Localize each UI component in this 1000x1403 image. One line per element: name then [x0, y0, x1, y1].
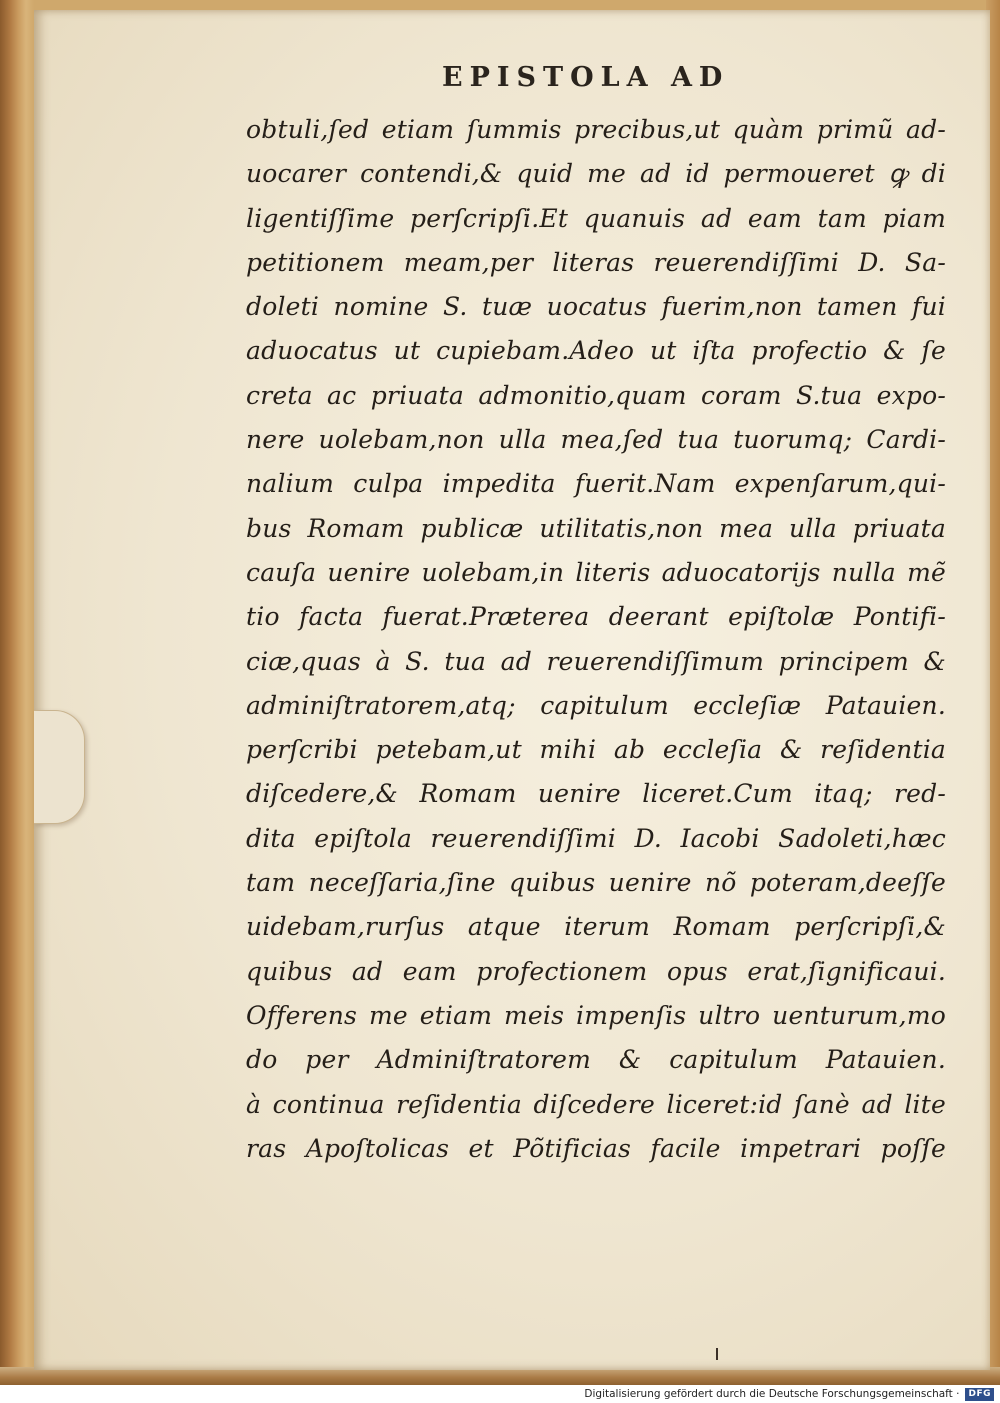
text-line: uocarer contendi,& quid me ad id permoueret ꝙ di [246, 159, 946, 189]
text-line: ras Apoſtolicas et Põtificias facile impetrari poſſe [246, 1133, 946, 1163]
text-line: tam neceſſaria,ſine quibus uenire nõ poteram,deeſſe [246, 868, 946, 898]
book-page [34, 10, 990, 1370]
footer-bar [0, 1385, 1000, 1403]
text-line: cauſa uenire uolebam,in literis aduocatorijs nulla mẽ [246, 557, 946, 587]
text-line: obtuli,ſed etiam ſummis precibus,ut quàm primũ ad- [246, 115, 946, 144]
text-line: perſcribi petebam,ut mihi ab eccleſia & reſidentia [246, 735, 946, 765]
bookmark-tab [34, 710, 85, 824]
text-line: petitionem meam,per literas reuerendiſſimi D. Sa- [246, 247, 946, 277]
text-line: tio facta fuerat.Præterea deerant epiſtolæ Pontifi- [246, 602, 946, 632]
text-line: nere uolebam,non ulla mea,ſed tua tuorumq; Cardi- [246, 425, 946, 455]
text-line: ciæ,quas à S. tua ad reuerendiſſimum principem & [246, 646, 946, 676]
text-line: uidebam,rurſus atque iterum Romam perſcripſi,& [246, 912, 946, 942]
dfg-logo-icon: DFG [965, 1388, 994, 1401]
text-line: doleti nomine S. tuæ uocatus fuerim,non tamen fui [246, 292, 946, 322]
text-line: à continua reſidentia diſcedere liceret:id ſanè ad lite [246, 1089, 946, 1119]
body-text [246, 108, 946, 1171]
text-line: Offerens me etiam meis impenſis ultro uenturum,mo [246, 1000, 946, 1030]
text-line: adminiſtratorem,atq; capitulum eccleſiæ Patauien. [246, 690, 946, 720]
text-line: quibus ad eam profectionem opus erat,ſignificaui. [246, 956, 946, 986]
text-line: do per Adminiſtratorem & capitulum Patauien. [246, 1045, 946, 1075]
text-line: bus Romam publicæ utilitatis,non mea ulla priuata [246, 513, 946, 543]
text-line: aduocatus ut cupiebam.Adeo ut iſta profectio & ſe [246, 336, 946, 366]
running-head: EPISTOLA AD [442, 62, 730, 93]
text-line: diſcedere,& Romam uenire liceret.Cum itaq; red- [246, 779, 946, 809]
digitization-credit: Digitalisierung gefördert durch die Deutsche Forschungsgemeinschaft · [584, 1388, 960, 1400]
text-line: creta ac priuata admonitio,quam coram S.tua expo- [246, 380, 946, 410]
text-line: nalium culpa impedita fuerit.Nam expenſarum,qui- [246, 469, 946, 499]
print-mark [716, 1348, 718, 1360]
text-line: dita epiſtola reuerendiſſimi D. Iacobi Sadoleti,hæc [246, 823, 946, 853]
text-line: ligentiſſime perſcripſi.Et quanuis ad eam tam piam [246, 203, 946, 233]
